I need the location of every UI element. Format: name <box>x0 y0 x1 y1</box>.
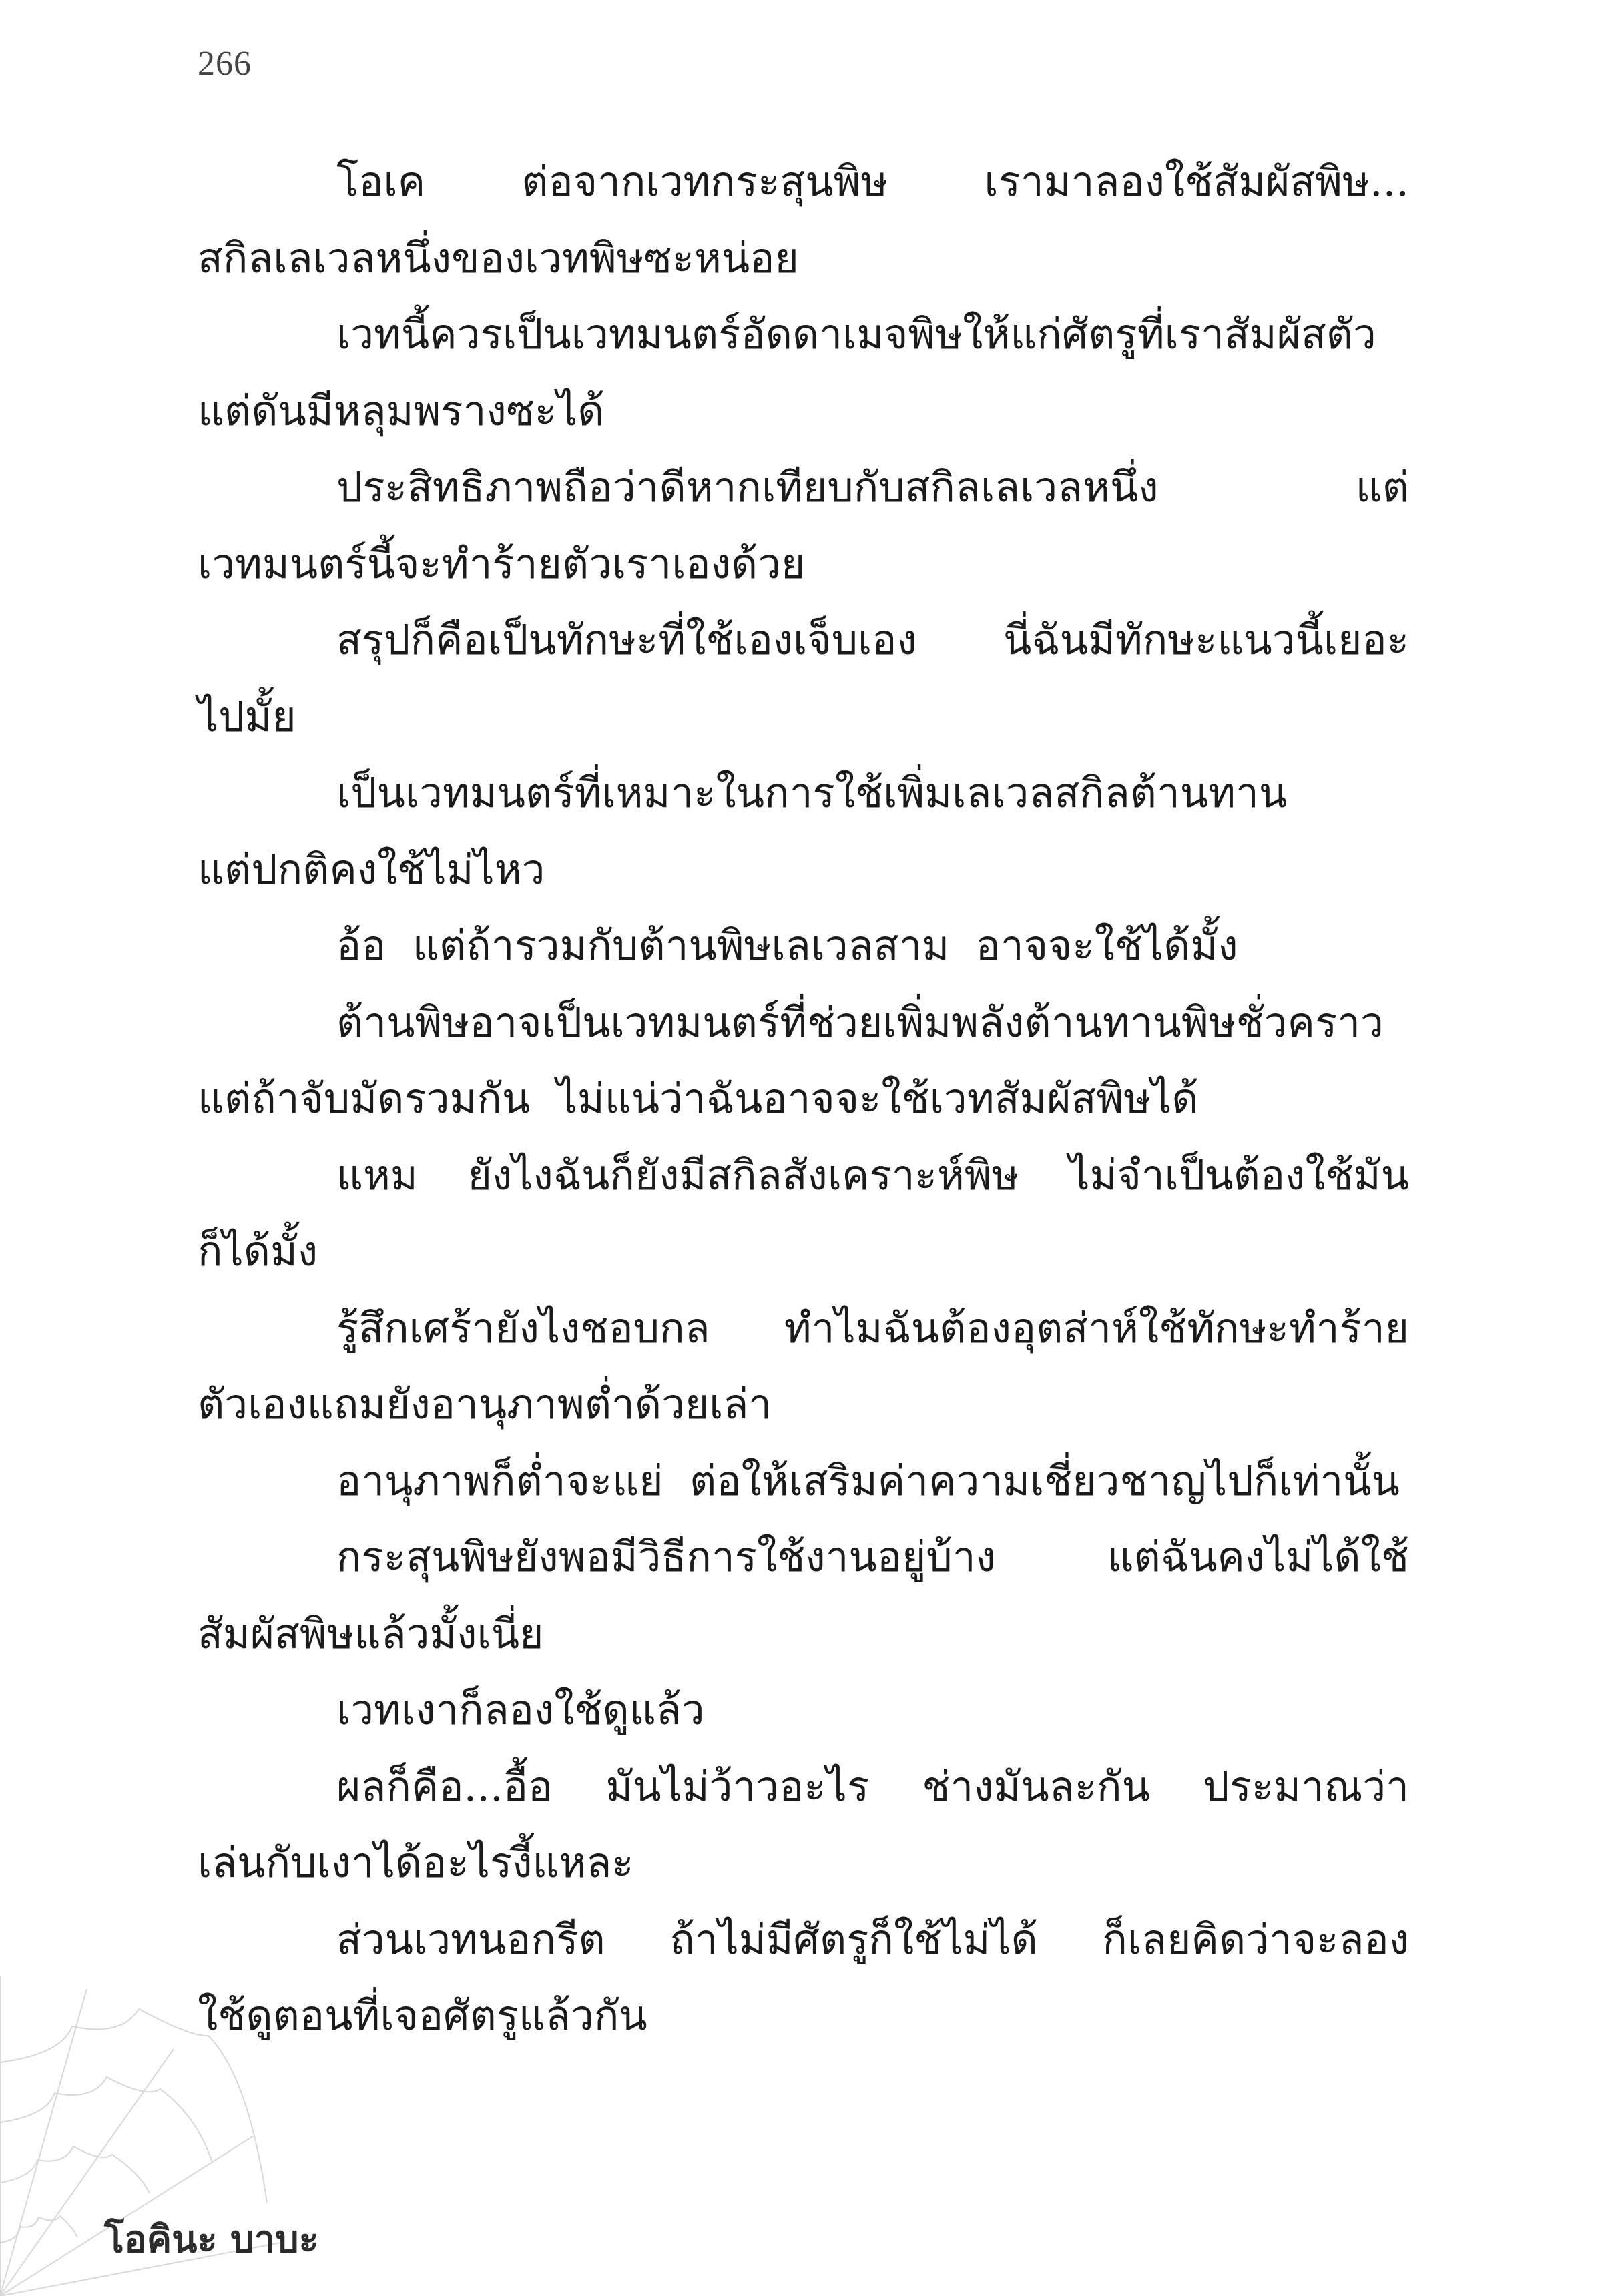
paragraph-line: แต่ดันมีหลุมพรางซะได้ <box>198 386 605 435</box>
text-segment: นี่ฉันมีทักษะแนวนี้เยอะ <box>1003 615 1409 664</box>
text-segment: ถ้าไม่มีศัตรูก็ใช้ไม่ได้ <box>669 1914 1038 1964</box>
paragraph-line: อ้อ แต่ถ้ารวมกับต้านพิษเลเวลสาม อาจจะใช้ได้มั้ง <box>336 921 1238 970</box>
paragraph-line <box>198 1137 1409 1214</box>
text-segment: ผลก็คือ...อื้อ <box>336 1761 553 1811</box>
paragraph-line <box>198 144 1409 220</box>
paragraph-line: เวทนี้ควรเป็นเวทมนตร์อัดดาเมจพิษให้แก่ศัตรูที่เราสัมผัสตัว <box>336 310 1376 358</box>
page-number: 266 <box>198 45 252 83</box>
paragraph-line: เล่นกับเงาได้อะไรงี้แหละ <box>198 1838 634 1887</box>
text-segment: ไม่จำเป็นต้องใช้มัน <box>1069 1150 1409 1199</box>
paragraph-line: เวทมนตร์นี้จะทำร้ายตัวเราเองด้วย <box>198 539 806 588</box>
paragraph-line: แต่ถ้าจับมัดรวมกัน ไม่แน่ว่าฉันอาจจะใช้เวทสัมผัสพิษได้ <box>198 1074 1199 1123</box>
paragraph-line <box>198 1749 1409 1825</box>
text-segment: ต่อจากเวทกระสุนพิษ <box>521 157 888 206</box>
paragraph-line: ต้านพิษอาจเป็นเวทมนตร์ที่ช่วยเพิ่มพลังต้านทานพิษชั่วคราว <box>336 997 1384 1047</box>
paragraph-line: ตัวเองแถมยังอานุภาพต่ำด้วยเล่า <box>198 1380 772 1428</box>
text-segment: โอเค <box>336 157 426 206</box>
paragraph-line: ใช้ดูตอนที่เจอศัตรูแล้วกัน <box>198 1991 647 2040</box>
paragraph-line <box>198 602 1409 679</box>
text-segment: ประมาณว่า <box>1203 1761 1409 1811</box>
text-segment: ยังไงฉันก็ยังมีสกิลสังเคราะห์พิษ <box>467 1150 1019 1199</box>
footer-author: โอคินะ บาบะ <box>104 2218 319 2261</box>
paragraph-line: อานุภาพก็ต่ำจะแย่ ต่อให้เสริมค่าความเชี่ยวชาญไปก็เท่านั้น <box>336 1456 1400 1505</box>
text-segment: เรามาลองใช้สัมผัสพิษ... <box>984 157 1409 206</box>
paragraph-line: สกิลเลเวลหนึ่งของเวทพิษซะหน่อย <box>198 233 799 282</box>
text-segment: กระสุนพิษยังพอมีวิธีการใช้งานอยู่บ้าง <box>336 1532 996 1581</box>
text-segment: ส่วนเวทนอกรีต <box>336 1914 605 1964</box>
paragraph-line <box>198 1902 1409 1978</box>
paragraph-line <box>198 449 1409 526</box>
text-segment: ก็เลยคิดว่าจะลอง <box>1102 1914 1409 1964</box>
body-text <box>198 144 1409 2054</box>
text-segment: แต่ฉันคงไม่ได้ใช้ <box>1107 1532 1409 1581</box>
paragraph-line: สัมผัสพิษแล้วมั้งเนี่ย <box>198 1609 544 1658</box>
text-segment: มันไม่ว้าวอะไร <box>605 1761 870 1811</box>
text-segment: สรุปก็คือเป็นทักษะที่ใช้เองเจ็บเอง <box>336 615 917 664</box>
text-segment: แหม <box>336 1150 418 1199</box>
paragraph-line: เป็นเวทมนตร์ที่เหมาะในการใช้เพิ่มเลเวลสกิลต้านทาน <box>336 768 1288 817</box>
text-segment: ทำไมฉันต้องอุตส่าห์ใช้ทักษะทำร้าย <box>784 1303 1409 1352</box>
text-segment: ประสิทธิภาพถือว่าดีหากเทียบกับสกิลเลเวลหนึ่ง <box>336 463 1159 511</box>
text-segment: แต่ <box>1355 463 1409 511</box>
text-segment: รู้สึกเศร้ายังไงชอบกล <box>336 1303 710 1352</box>
paragraph-line <box>198 1519 1409 1596</box>
paragraph-line: ก็ได้มั้ง <box>198 1227 318 1275</box>
paragraph-line <box>198 1290 1409 1367</box>
paragraph-line: ไปมั้ย <box>198 691 296 741</box>
paragraph-line: แต่ปกติคงใช้ไม่ไหว <box>198 844 545 894</box>
paragraph-line: เวทเงาก็ลองใช้ดูแล้ว <box>336 1685 705 1734</box>
text-segment: ช่างมันละกัน <box>922 1761 1150 1811</box>
